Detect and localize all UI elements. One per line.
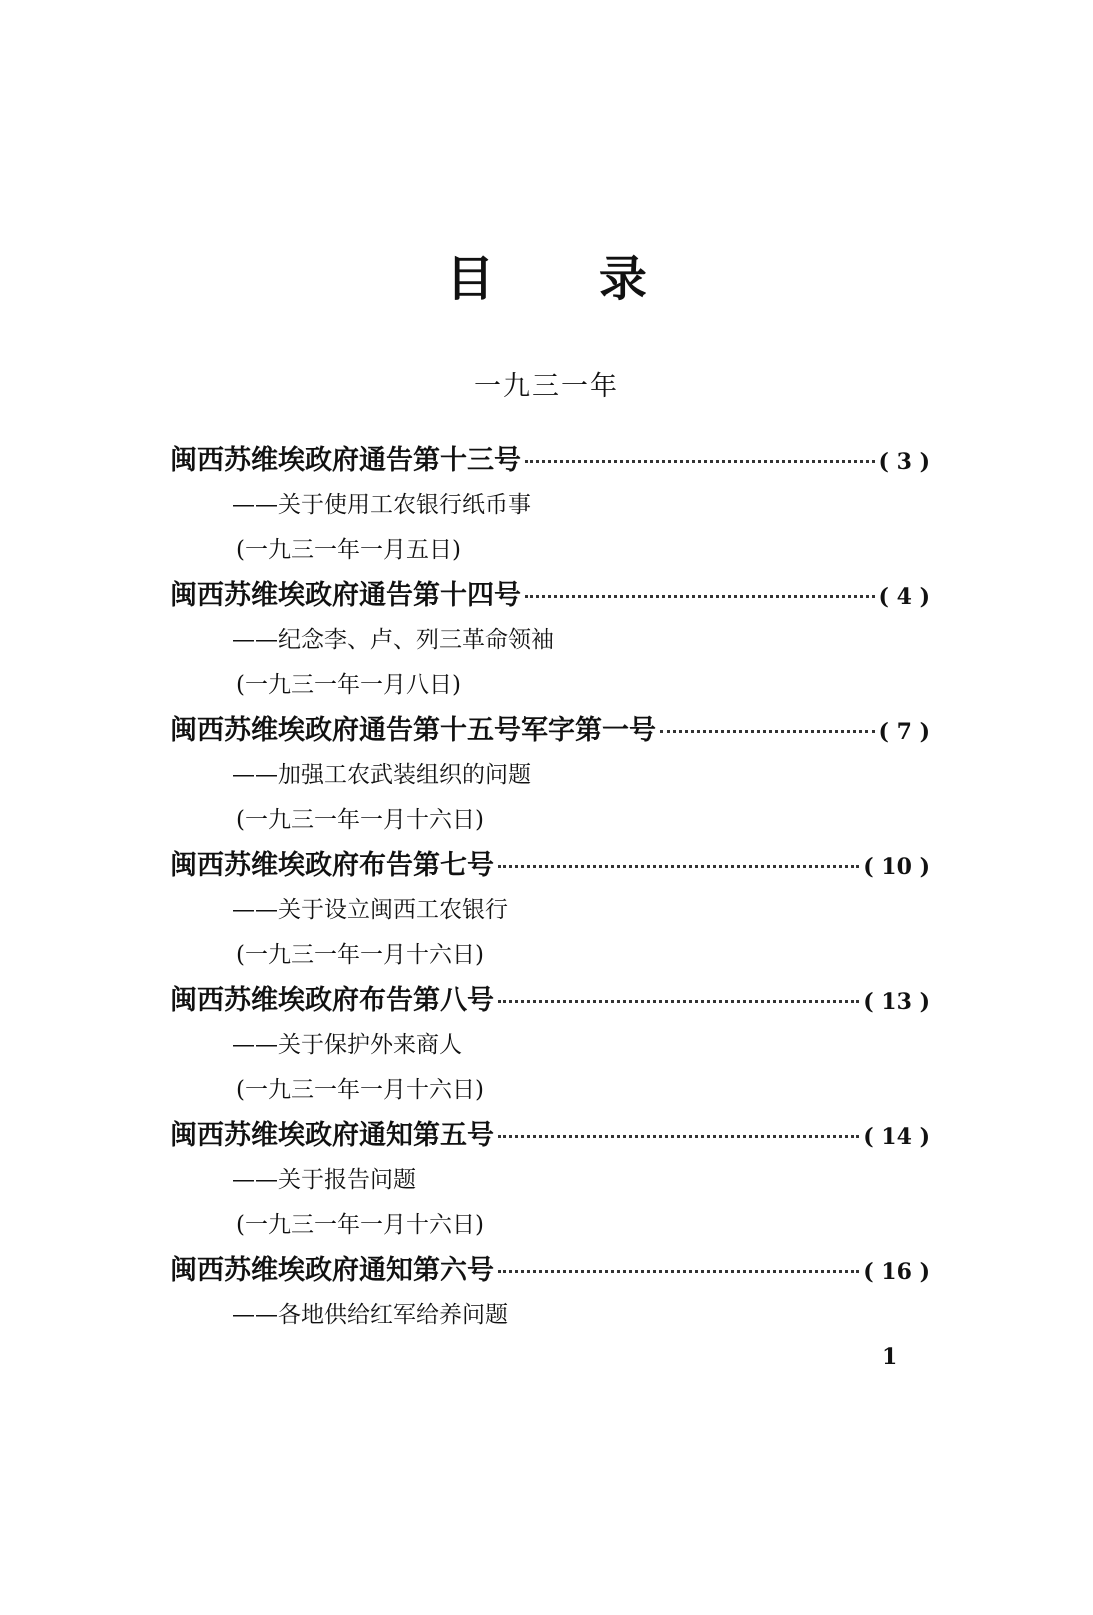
toc-entry-title: 闽西苏维埃政府通告第十三号	[170, 445, 521, 476]
toc-entry-subtitle: ——纪念李、卢、列三革命领袖	[232, 627, 554, 653]
toc-entry-title: 闽西苏维埃政府通知第六号	[170, 1255, 494, 1286]
toc-entry[interactable]	[170, 708, 930, 843]
toc-entry-subtitle: ——加强工农武装组织的问题	[232, 762, 531, 788]
dot-leader	[525, 460, 875, 463]
toc-entry-subtitle: ——关于报告问题	[232, 1167, 416, 1193]
toc-entry-title: 闽西苏维埃政府布告第八号	[170, 985, 494, 1016]
toc-page-number: ( 3 )	[878, 449, 930, 475]
year-heading: 一九三一年	[474, 371, 619, 402]
toc-page-number: ( 16 )	[863, 1259, 930, 1285]
toc-page-number: ( 10 )	[863, 854, 930, 880]
toc-entry[interactable]	[170, 438, 930, 573]
toc-page-number: ( 13 )	[863, 989, 930, 1015]
dot-leader	[498, 1135, 859, 1138]
toc-entry[interactable]	[170, 843, 930, 978]
dot-leader	[498, 1000, 859, 1003]
toc-entry-title: 闽西苏维埃政府通告第十四号	[170, 580, 521, 611]
toc-entry-subtitle: ——关于使用工农银行纸币事	[232, 492, 531, 518]
toc-entry-title: 闽西苏维埃政府通知第五号	[170, 1120, 494, 1151]
dot-leader	[498, 1270, 859, 1273]
dot-leader	[498, 865, 859, 868]
toc-entry-subtitle: ——关于保护外来商人	[232, 1032, 462, 1058]
title-char: 目	[446, 251, 495, 307]
toc-page-number: ( 14 )	[863, 1124, 930, 1150]
toc-entry[interactable]	[170, 1248, 930, 1338]
toc-entry-subtitle: ——关于设立闽西工农银行	[232, 897, 508, 923]
toc-entry-date: (一九三一年一月十六日)	[236, 942, 484, 968]
toc-page-number: ( 4 )	[878, 584, 930, 610]
toc-entry-title: 闽西苏维埃政府通告第十五号军字第一号	[170, 715, 656, 746]
page-title	[0, 240, 1093, 309]
toc-entry[interactable]	[170, 573, 930, 708]
toc-entry-subtitle: ——各地供给红军给养问题	[232, 1302, 508, 1328]
table-of-contents	[170, 438, 930, 1338]
toc-entry[interactable]	[170, 1113, 930, 1248]
page-number: 1	[882, 1344, 898, 1370]
toc-entry-date: (一九三一年一月十六日)	[236, 807, 484, 833]
toc-entry-date: (一九三一年一月八日)	[236, 672, 461, 698]
dot-leader	[525, 595, 875, 598]
toc-entry-title: 闽西苏维埃政府布告第七号	[170, 850, 494, 881]
toc-entry-date: (一九三一年一月十六日)	[236, 1077, 484, 1103]
dot-leader	[660, 730, 875, 733]
toc-entry-date: (一九三一年一月五日)	[236, 537, 461, 563]
toc-page-number: ( 7 )	[878, 719, 930, 745]
toc-entry[interactable]	[170, 978, 930, 1113]
toc-entry-date: (一九三一年一月十六日)	[236, 1212, 484, 1238]
title-char: 录	[598, 251, 647, 307]
